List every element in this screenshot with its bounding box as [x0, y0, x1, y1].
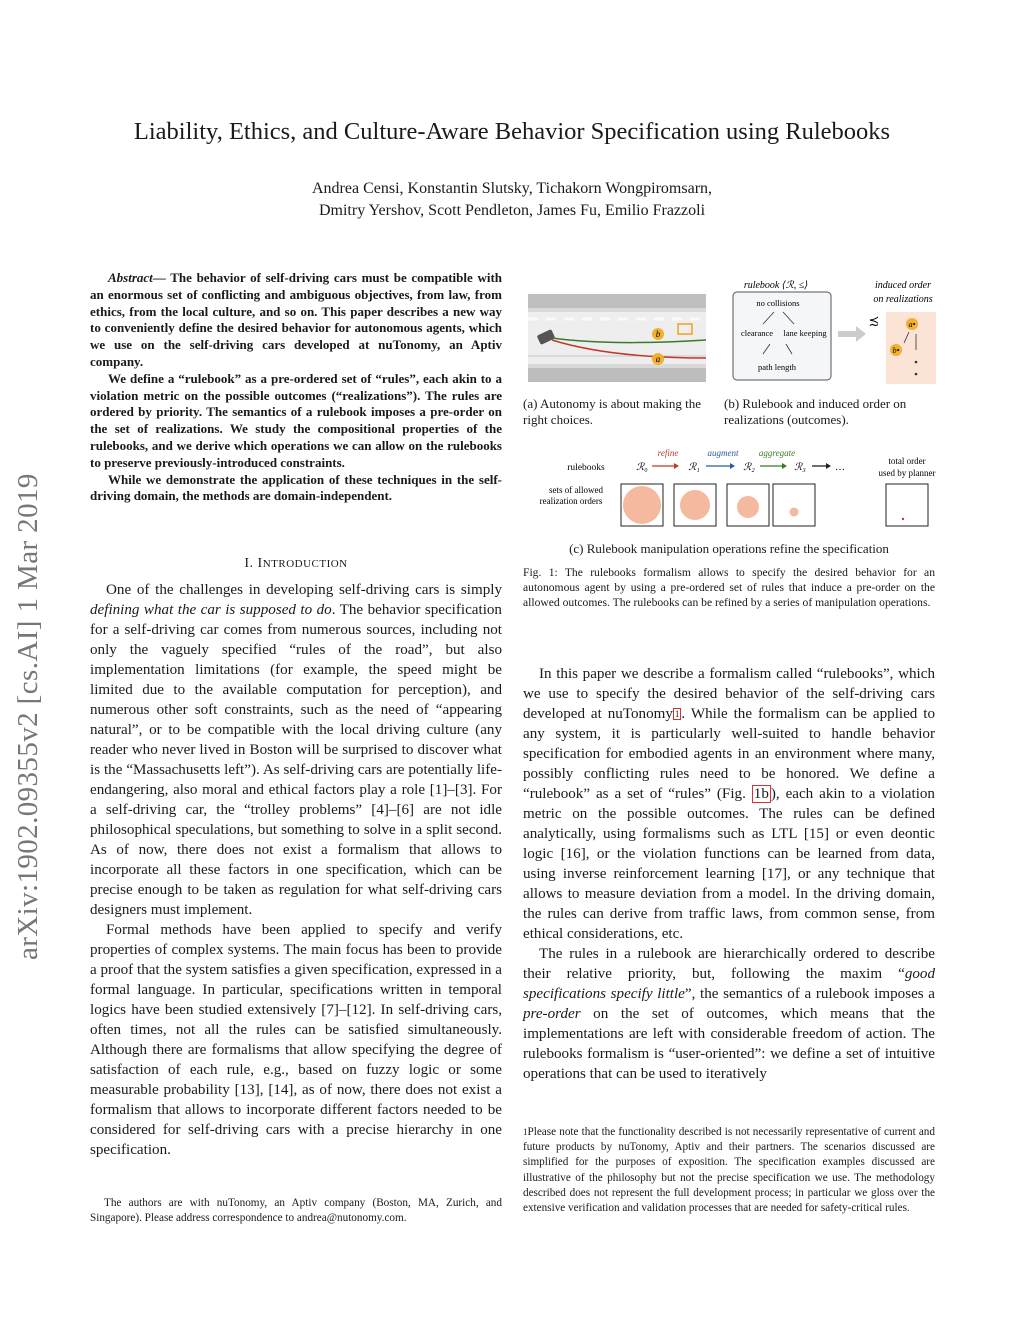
authors-line-1: Andrea Censi, Konstantin Slutsky, Tichakorn Wongpiromsarn,: [311, 180, 713, 197]
op-augment: augment: [707, 448, 739, 458]
maxim-emphasis: good specifications specify little: [523, 966, 935, 1002]
right-paragraph-1: [523, 664, 935, 944]
rulebook-r0: ℛ₀: [636, 462, 648, 473]
set-circle-1: [680, 490, 710, 520]
footnote-text: Please note that the functionality described is not necessarily representative of current and future products by nuTonomy, Aptiv and their partners. The scenarios discussed are simplified for the purposes of exposition. The specification examples discussed are illustrative of the philosophy but not the precise specification we use. The methodology described does not represent the full development process; in particular we gloss over the extensive verification and validation processes that are needed for safety-critical rules.: [523, 1126, 935, 1215]
realization-a-star: a•: [908, 320, 916, 329]
preorder-symbol: ≾: [868, 313, 880, 328]
intro-p1-emphasis: defining what the car is supposed to do: [90, 602, 332, 618]
realization-b-star: b•: [892, 346, 900, 355]
right-column-body: [523, 664, 935, 1084]
op-refine: refine: [657, 448, 679, 458]
right-p1-text-b: . While the formalism can be applied to any system, it is particularly well-suited to handle behavior specification for embodied agents in an environment where many, possibly conflicting rules need to be honored. We define a “rulebook” as a set of “rules” (Fig.: [523, 706, 935, 802]
subcaption-c: (c) Rulebook manipulation operations refine the specification: [569, 541, 889, 556]
footnote-1: [523, 1125, 935, 1216]
figure-1-caption: Fig. 1: The rulebooks formalism allows to specify the desired behavior for an autonomous agent by using a pre-ordered set of rules that induce a pre-order on the allowed outcomes. The rulebooks can be refined by a series of manipulation operations.: [523, 566, 935, 609]
footnote-link-1[interactable]: 1: [674, 709, 680, 719]
road-scene-image: [528, 294, 706, 382]
preorder-emphasis: pre-order: [523, 1006, 581, 1022]
abstract-dash: —: [152, 270, 171, 285]
row-label-sets-2: realization orders: [539, 496, 603, 506]
rule-lane-keeping: lane keeping: [783, 328, 827, 338]
footnote-number: 1: [523, 1127, 528, 1137]
abstract-paragraph-2: We define a “rulebook” as a pre-ordered set of “rules”, each akin to a violation metric on the possible outcomes (“realizations”). The rules are ordered by priority. The semantics of a rulebook imposes a pre-order on the set of realizations. We study the compositional properties of the rulebooks, and we derive which operations we can allow on the rulebooks to preserve previously-introduced constraints.: [90, 370, 502, 470]
rulebook-title: rulebook ⟨ℛ, ≤⟩: [743, 280, 809, 291]
realization-b-label: b: [655, 329, 661, 339]
authors-line-2: Dmitry Yershov, Scott Pendleton, James Fu, Emilio Frazzoli: [318, 202, 706, 219]
set-box-3: [773, 484, 815, 526]
set-box-total: [886, 484, 928, 526]
right-p1-text-a: In this paper we describe a formalism called “rulebooks”, which we use to specify the desired behavior of the self-driving cars developed at nuTonomy: [523, 666, 935, 722]
subcaption-a: (a) Autonomy is about making the right choices.: [523, 396, 702, 427]
op-aggregate: aggregate: [758, 448, 796, 458]
subcaption-b: (b) Rulebook and induced order on realizations (outcomes).: [724, 396, 907, 427]
rulebook-r3: ℛ₃: [794, 462, 806, 473]
set-point-total: [902, 518, 904, 520]
introduction-body: [90, 580, 502, 1160]
heading-first-letter: I: [257, 556, 263, 571]
total-order-1: total order: [888, 456, 926, 466]
set-circle-2: [737, 496, 759, 518]
figure-1c: [520, 444, 944, 536]
section-number: I.: [244, 556, 258, 571]
heading-rest: NTRODUCTION: [262, 558, 348, 570]
intro-paragraph-2: Formal methods have been applied to specify and verify properties of complex systems. The main focus has been to provide a proof that the system satisfies a given specification, expressed in a formal language. In particular, specifications written in temporal logics have been studied extensively [7]–[12]. In self-driving cars, often times, not all the rules can be satisfied simultaneously. Although there are formalisms that allow specifying the degree of satisfaction of each rule, e.g., based on fuzzy logic or some measurable probability [13], [14], as of now, there does not exist a formalism that allows to incorporate different factors needed to be considered for self-driving cars with a precise hierarchy in one specification.: [90, 922, 502, 1158]
paper-title: Liability, Ethics, and Culture-Aware Behavior Specification using Rulebooks: [133, 118, 891, 145]
set-circle-3: [790, 508, 799, 517]
figure-link-1b[interactable]: 1b: [753, 786, 769, 802]
abstract-paragraph-1: The behavior of self-driving cars must be compatible with an enormous set of conflicting and ambiguous objectives, from law, from ethics, from the local culture, and so on. This paper describes a new way to conveniently define the desired behavior for autonomous agents, which we use on the self-driving cars developed at nuTonomy, an Aptiv company.: [90, 270, 502, 369]
intro-p1-text-a: One of the challenges in developing self-driving cars is simply: [106, 582, 502, 598]
total-order-2: used by planner: [878, 468, 936, 478]
right-paragraph-2: [523, 944, 935, 1084]
right-p2-text-a: The rules in a rulebook are hierarchically ordered to describe their relative priority, but, following the maxim “: [523, 946, 935, 982]
intro-p1-text-b: . The behavior specification for a self-driving car comes from numerous sources, including not only the vaguely specified “rules of the road”, but also implementation limitations (for example, the speed might be limited due to the available computation for perception), and numerous other soft constraints, such as the need of “appearing natural”, or to be compatible with the local driving culture (any reader who never lived in Boston will be surprised to discover what is the “Massachusetts left”). As self-driving cars are potentially life-endangering, also moral and ethical factors play a role [1]–[3]. For a self-driving car, the “trolley problems” [4]–[6] are not idle philosophical speculations, but something to solve in a split second. As of now, there does not exist a formalism that allows to incorporate all these factors in one specification, which can be precise enough to be taken as regulation for what self-driving cars designers must implement.: [90, 602, 502, 918]
right-p1-text-c: ), each akin to a violation metric on the possible outcomes. The rules can be defined analytically, using formalisms such as LTL [15] or even deontic logic [16], or the violation functions can be learned from data, using inverse reinforcement learning [17], or any technique that allows to measure deviation from a model. In the driving domain, the rules can derive from traffic laws, from common sense, from ethical considerations, etc.: [523, 786, 935, 942]
rule-no-collisions: no collisions: [756, 298, 800, 308]
set-circle-0: [623, 486, 661, 524]
ellipsis: …: [835, 462, 845, 473]
figure-1a-1b: [520, 272, 944, 392]
right-p2-text-c: on the set of outcomes, which means that the implementations are left with considerable freedom of action. The rulebooks formalism is “user-oriented”: we define a set of intuitive operations that can be used to iteratively: [523, 1006, 935, 1082]
affiliation-footnote: The authors are with nuTonomy, an Aptiv company (Boston, MA, Zurich, and Singapore). Please address correspondence to andrea@nutonomy.com.: [90, 1197, 502, 1224]
induces-arrow-head: [856, 326, 866, 342]
induced-order-title-2: on realizations: [873, 294, 933, 305]
rulebook-r1: ℛ₁: [688, 462, 700, 473]
rule-clearance: clearance: [740, 328, 774, 338]
abstract-label: Abstract: [108, 270, 153, 285]
rulebook-r2: ℛ₂: [743, 462, 755, 473]
rule-path-length: path length: [757, 362, 797, 372]
row-label-rulebooks: rulebooks: [567, 463, 605, 473]
intro-paragraph-1: [90, 580, 502, 920]
right-p2-text-b: ”, the semantics of a rulebook imposes a: [684, 986, 935, 1002]
realization-a-label: a: [655, 354, 661, 364]
section-heading-introduction: [90, 556, 502, 572]
induced-order-title-1: induced order: [874, 280, 932, 291]
abstract: [90, 270, 502, 505]
row-label-sets-1: sets of allowed: [549, 485, 603, 495]
arxiv-identifier: arXiv:1902.09355v2 [cs.AI] 1 Mar 2019: [12, 473, 44, 960]
abstract-paragraph-3: While we demonstrate the application of these techniques in the self-driving domain, the methods are domain-independent.: [90, 471, 502, 504]
